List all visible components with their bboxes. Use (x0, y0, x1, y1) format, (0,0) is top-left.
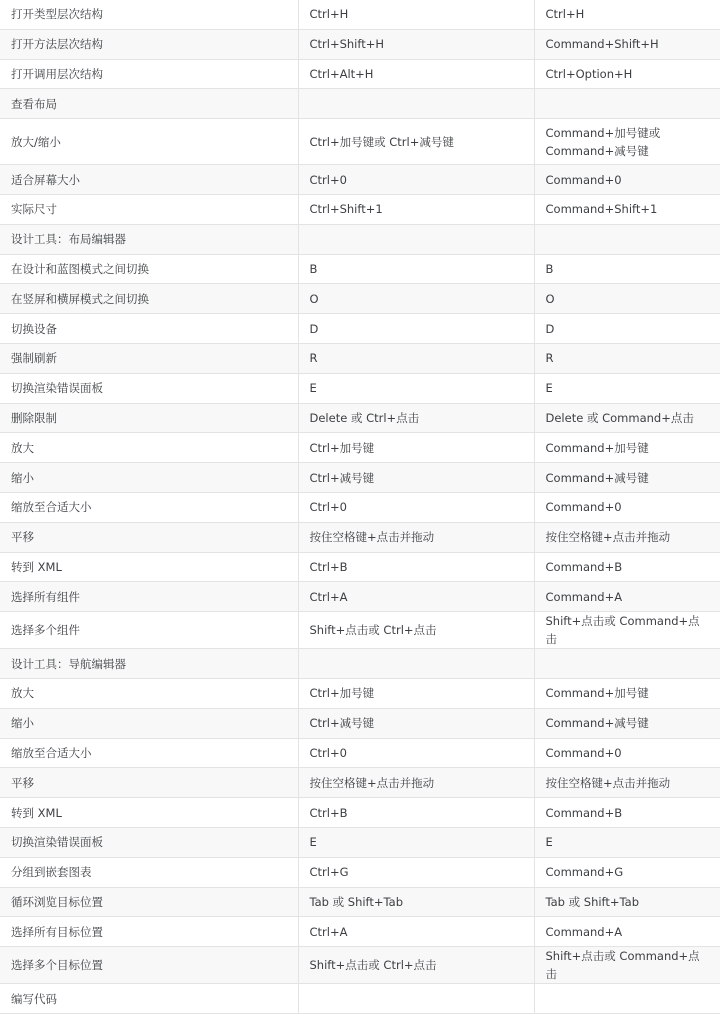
table-row (0, 284, 720, 314)
windows-linux-shortcut-cell: O (298, 284, 534, 314)
table-row (0, 433, 720, 463)
table-row (0, 887, 720, 917)
mac-shortcut-cell: D (534, 314, 720, 344)
table-row (0, 119, 720, 165)
action-cell: 选择所有目标位置 (0, 917, 298, 947)
action-cell: 打开调用层次结构 (0, 59, 298, 89)
windows-linux-shortcut-cell: Ctrl+B (298, 552, 534, 582)
mac-shortcut-cell: Command+加号键 (534, 678, 720, 708)
windows-linux-shortcut-cell: Ctrl+加号键 (298, 678, 534, 708)
windows-linux-shortcut-cell (298, 984, 534, 1014)
windows-linux-shortcut-cell: Shift+点击或 Ctrl+点击 (298, 612, 534, 649)
section-header-row (0, 224, 720, 254)
table-row (0, 29, 720, 59)
table-row (0, 254, 720, 284)
mac-shortcut-cell: 按住空格键+点击并拖动 (534, 522, 720, 552)
section-header-row (0, 984, 720, 1014)
mac-shortcut-cell: Command+0 (534, 492, 720, 522)
action-cell: 循环浏览目标位置 (0, 887, 298, 917)
action-cell: 强制刷新 (0, 343, 298, 373)
windows-linux-shortcut-cell: Ctrl+Alt+H (298, 59, 534, 89)
action-cell: 放大 (0, 433, 298, 463)
action-cell: 打开方法层次结构 (0, 29, 298, 59)
action-cell: 缩放至合适大小 (0, 738, 298, 768)
windows-linux-shortcut-cell: B (298, 254, 534, 284)
mac-shortcut-cell: Command+加号键或 Command+减号键 (534, 119, 720, 165)
mac-shortcut-cell: Tab 或 Shift+Tab (534, 887, 720, 917)
mac-shortcut-cell: E (534, 373, 720, 403)
table-row (0, 522, 720, 552)
action-cell: 设计工具：导航编辑器 (0, 649, 298, 679)
mac-shortcut-cell: Command+B (534, 798, 720, 828)
mac-shortcut-cell: Ctrl+H (534, 0, 720, 29)
windows-linux-shortcut-cell: Ctrl+减号键 (298, 708, 534, 738)
action-cell: 删除限制 (0, 403, 298, 433)
windows-linux-shortcut-cell: Ctrl+加号键 (298, 433, 534, 463)
action-cell: 选择多个组件 (0, 612, 298, 649)
mac-shortcut-cell (534, 984, 720, 1014)
windows-linux-shortcut-cell: Tab 或 Shift+Tab (298, 887, 534, 917)
mac-shortcut-cell: Command+Shift+1 (534, 194, 720, 224)
mac-shortcut-cell (534, 89, 720, 119)
windows-linux-shortcut-cell: 按住空格键+点击并拖动 (298, 522, 534, 552)
windows-linux-shortcut-cell: Delete 或 Ctrl+点击 (298, 403, 534, 433)
table-row (0, 708, 720, 738)
mac-shortcut-cell (534, 649, 720, 679)
action-cell: 在竖屏和横屏模式之间切换 (0, 284, 298, 314)
mac-shortcut-cell: Command+减号键 (534, 463, 720, 493)
windows-linux-shortcut-cell (298, 649, 534, 679)
windows-linux-shortcut-cell: Ctrl+减号键 (298, 463, 534, 493)
table-row (0, 582, 720, 612)
table-row (0, 552, 720, 582)
action-cell: 实际尺寸 (0, 194, 298, 224)
windows-linux-shortcut-cell: Ctrl+Shift+H (298, 29, 534, 59)
section-header-row (0, 89, 720, 119)
windows-linux-shortcut-cell: Ctrl+0 (298, 492, 534, 522)
table-row (0, 738, 720, 768)
action-cell: 缩小 (0, 463, 298, 493)
mac-shortcut-cell: Command+减号键 (534, 708, 720, 738)
action-cell: 适合屏幕大小 (0, 165, 298, 195)
table-row (0, 0, 720, 29)
windows-linux-shortcut-cell: R (298, 343, 534, 373)
mac-shortcut-cell: Command+0 (534, 165, 720, 195)
action-cell: 缩小 (0, 708, 298, 738)
windows-linux-shortcut-cell: Ctrl+G (298, 857, 534, 887)
action-cell: 转到 XML (0, 552, 298, 582)
action-cell: 选择所有组件 (0, 582, 298, 612)
action-cell: 缩放至合适大小 (0, 492, 298, 522)
mac-shortcut-cell: O (534, 284, 720, 314)
action-cell: 选择多个目标位置 (0, 947, 298, 984)
windows-linux-shortcut-cell: Shift+点击或 Ctrl+点击 (298, 947, 534, 984)
mac-shortcut-cell: 按住空格键+点击并拖动 (534, 768, 720, 798)
table-row (0, 492, 720, 522)
action-cell: 查看布局 (0, 89, 298, 119)
mac-shortcut-cell: E (534, 827, 720, 857)
table-row (0, 403, 720, 433)
action-cell: 放大/缩小 (0, 119, 298, 165)
windows-linux-shortcut-cell: Ctrl+B (298, 798, 534, 828)
action-cell: 切换设备 (0, 314, 298, 344)
windows-linux-shortcut-cell: Ctrl+H (298, 0, 534, 29)
mac-shortcut-cell: Command+Shift+H (534, 29, 720, 59)
table-row (0, 827, 720, 857)
mac-shortcut-cell: Delete 或 Command+点击 (534, 403, 720, 433)
mac-shortcut-cell: Command+A (534, 917, 720, 947)
mac-shortcut-cell: Ctrl+Option+H (534, 59, 720, 89)
windows-linux-shortcut-cell: Ctrl+0 (298, 165, 534, 195)
section-header-row (0, 649, 720, 679)
mac-shortcut-cell: Command+A (534, 582, 720, 612)
table-row (0, 798, 720, 828)
action-cell: 设计工具：布局编辑器 (0, 224, 298, 254)
table-row (0, 768, 720, 798)
table-row (0, 857, 720, 887)
windows-linux-shortcut-cell (298, 224, 534, 254)
action-cell: 转到 XML (0, 798, 298, 828)
table-row (0, 373, 720, 403)
table-row (0, 947, 720, 984)
table-row (0, 343, 720, 373)
action-cell: 分组到嵌套图表 (0, 857, 298, 887)
table-row (0, 678, 720, 708)
table-row (0, 165, 720, 195)
windows-linux-shortcut-cell: Ctrl+0 (298, 738, 534, 768)
windows-linux-shortcut-cell (298, 89, 534, 119)
mac-shortcut-cell: Command+加号键 (534, 433, 720, 463)
windows-linux-shortcut-cell: Ctrl+Shift+1 (298, 194, 534, 224)
windows-linux-shortcut-cell: 按住空格键+点击并拖动 (298, 768, 534, 798)
mac-shortcut-cell: Command+G (534, 857, 720, 887)
action-cell: 放大 (0, 678, 298, 708)
table-row (0, 314, 720, 344)
action-cell: 打开类型层次结构 (0, 0, 298, 29)
table-row (0, 463, 720, 493)
action-cell: 编写代码 (0, 984, 298, 1014)
action-cell: 在设计和蓝图模式之间切换 (0, 254, 298, 284)
table-row (0, 917, 720, 947)
action-cell: 切换渲染错误面板 (0, 827, 298, 857)
table-row (0, 59, 720, 89)
mac-shortcut-cell: Command+B (534, 552, 720, 582)
windows-linux-shortcut-cell: Ctrl+A (298, 582, 534, 612)
table-row (0, 612, 720, 649)
table-row (0, 194, 720, 224)
action-cell: 平移 (0, 768, 298, 798)
windows-linux-shortcut-cell: E (298, 373, 534, 403)
windows-linux-shortcut-cell: E (298, 827, 534, 857)
mac-shortcut-cell: Shift+点击或 Command+点击 (534, 612, 720, 649)
mac-shortcut-cell: Shift+点击或 Command+点击 (534, 947, 720, 984)
mac-shortcut-cell: Command+0 (534, 738, 720, 768)
mac-shortcut-cell (534, 224, 720, 254)
windows-linux-shortcut-cell: Ctrl+加号键或 Ctrl+减号键 (298, 119, 534, 165)
action-cell: 切换渲染错误面板 (0, 373, 298, 403)
windows-linux-shortcut-cell: Ctrl+A (298, 917, 534, 947)
action-cell: 平移 (0, 522, 298, 552)
mac-shortcut-cell: R (534, 343, 720, 373)
mac-shortcut-cell: B (534, 254, 720, 284)
windows-linux-shortcut-cell: D (298, 314, 534, 344)
